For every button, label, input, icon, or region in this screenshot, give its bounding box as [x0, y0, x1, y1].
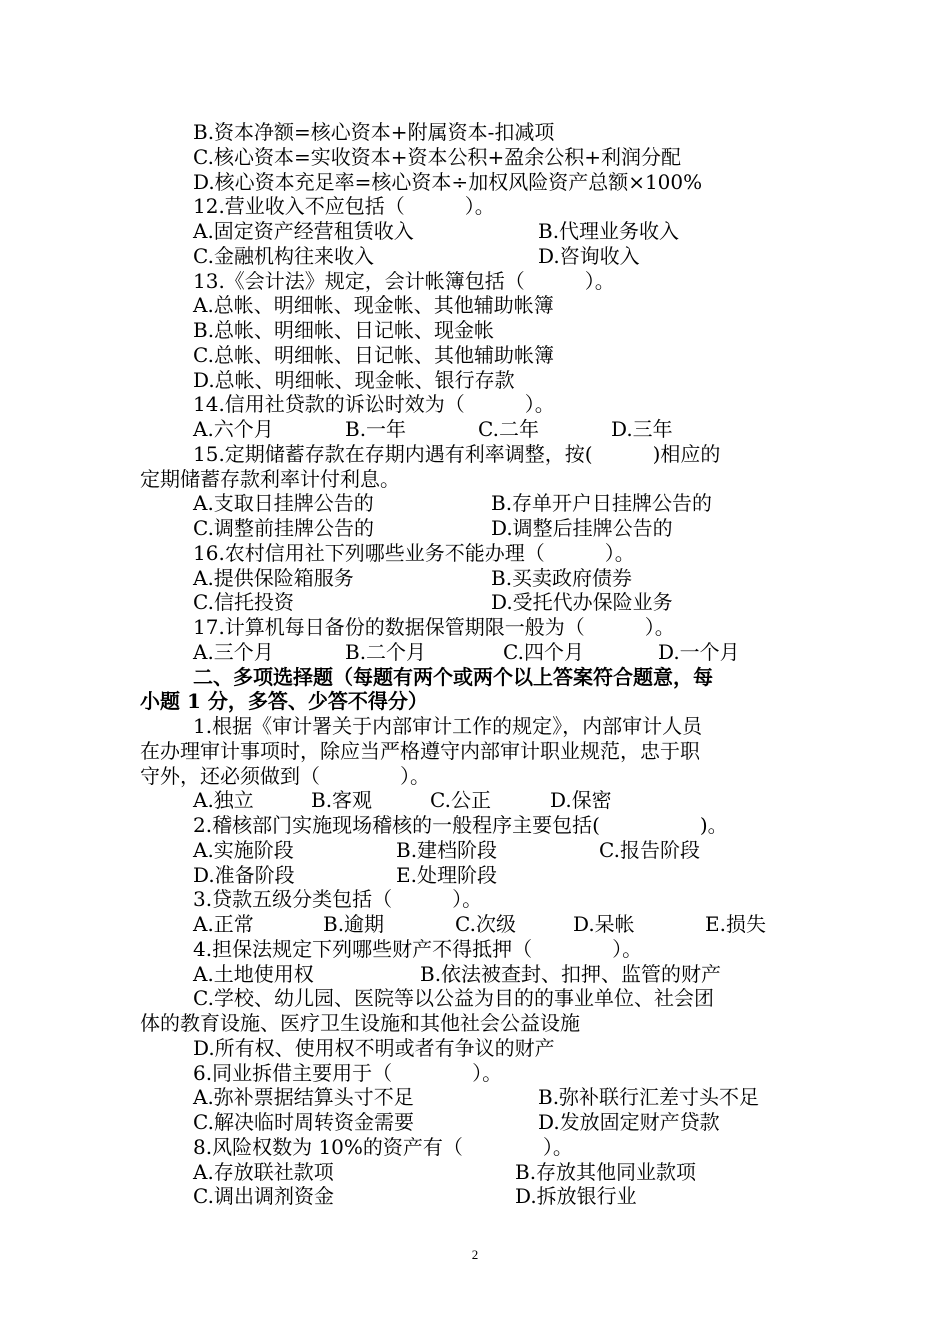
page-number: 2	[471, 1247, 479, 1262]
answer-option: B.客观	[311, 788, 373, 813]
answer-option: D.咨询收入	[538, 243, 640, 268]
text-line	[140, 714, 810, 739]
answer-option: B.逾期	[323, 912, 385, 936]
text-line	[140, 838, 810, 863]
text-line	[140, 962, 810, 987]
text-line	[140, 516, 810, 541]
text-line	[140, 1110, 810, 1135]
text-line	[140, 467, 810, 492]
answer-option: D.一个月	[658, 639, 740, 664]
line-text: 4.担保法规定下列哪些财产不得抵押（ ）。	[193, 936, 643, 961]
text-line	[140, 986, 810, 1011]
line-text: 14.信用社贷款的诉讼时效为（ ）。	[193, 392, 555, 417]
line-text: 15.定期储蓄存款在存期内遇有利率调整，按( )相应的	[193, 441, 721, 466]
text-line	[140, 764, 810, 789]
text-line	[140, 689, 810, 714]
line-text: 17.计算机每日备份的数据保管期限一般为（ ）。	[193, 615, 675, 639]
answer-option: C.调出调剂资金	[193, 1184, 334, 1209]
answer-option: B.存单开户日挂牌公告的	[491, 491, 713, 516]
text-line	[140, 343, 810, 368]
text-line	[140, 1036, 810, 1061]
line-text: A.总帐、明细帐、现金帐、其他辅助帐簿	[193, 293, 554, 318]
text-line	[140, 912, 810, 937]
answer-option: D.三年	[611, 417, 673, 441]
answer-option: C.二年	[478, 417, 539, 441]
text-line	[140, 1184, 810, 1209]
answer-option: B.一年	[345, 417, 407, 441]
text-line	[140, 1061, 810, 1086]
answer-option: B.建档阶段	[396, 837, 498, 862]
line-text: 3.贷款五级分类包括（ ）。	[193, 887, 483, 912]
answer-option: C.次级	[455, 912, 516, 936]
text-line	[140, 491, 810, 516]
text-line	[140, 1160, 810, 1185]
answer-option: A.土地使用权	[193, 961, 314, 986]
text-line	[140, 244, 810, 269]
answer-option: A.六个月	[193, 417, 274, 441]
line-text: 二、多项选择题（每题有两个或两个以上答案符合题意，每	[193, 664, 713, 689]
line-text: 守外，还必须做到（ ）。	[140, 763, 430, 788]
answer-option: A.独立	[193, 788, 254, 813]
answer-option: E.损失	[705, 912, 766, 936]
text-line	[140, 863, 810, 888]
text-line	[140, 368, 810, 393]
answer-option: C.金融机构往来收入	[193, 243, 374, 268]
line-text: 在办理审计事项时，除应当严格遵守内部审计职业规范，忠于职	[140, 738, 700, 763]
line-text: 体的教育设施、医疗卫生设施和其他社会公益设施	[140, 1011, 580, 1035]
line-text: 6.同业拆借主要用于（ ）。	[193, 1060, 503, 1085]
text-line	[140, 170, 810, 195]
text-line	[140, 392, 810, 417]
line-text: C.学校、幼儿园、医院等以公益为目的的事业单位、社会团	[193, 986, 714, 1011]
answer-option: C.信托投资	[193, 590, 294, 615]
text-line	[140, 219, 810, 244]
answer-option: D.呆帐	[573, 912, 635, 936]
answer-option: D.保密	[550, 788, 612, 813]
text-line	[140, 120, 810, 145]
line-text: D.总帐、明细帐、现金帐、银行存款	[193, 367, 515, 392]
text-line	[140, 417, 810, 442]
line-text: 16.农村信用社下列哪些业务不能办理（ ）。	[193, 540, 635, 565]
text-line	[140, 442, 810, 467]
text-line	[140, 1135, 810, 1160]
answer-option: A.存放联社款项	[193, 1159, 334, 1184]
text-line	[140, 665, 810, 690]
answer-option: D.调整后挂牌公告的	[491, 516, 673, 540]
exam-content	[140, 120, 810, 1209]
text-line	[140, 145, 810, 170]
text-line	[140, 887, 810, 912]
answer-option: D.拆放银行业	[515, 1184, 637, 1209]
answer-option: A.正常	[193, 912, 254, 936]
text-line	[140, 269, 810, 294]
text-line	[140, 590, 810, 615]
text-line	[140, 739, 810, 764]
answer-option: E.处理阶段	[396, 862, 497, 887]
line-text: 小题 1 分，多答、少答不得分）	[140, 689, 428, 714]
answer-option: A.提供保险箱服务	[193, 565, 354, 590]
answer-option: A.实施阶段	[193, 837, 294, 862]
answer-option: A.支取日挂牌公告的	[193, 491, 374, 516]
text-line	[140, 640, 810, 665]
answer-option: C.报告阶段	[599, 837, 700, 862]
line-text: 定期储蓄存款利率计付利息。	[140, 466, 400, 491]
line-text: 1.根据《审计署关于内部审计工作的规定》，内部审计人员	[193, 714, 703, 738]
answer-option: B.存放其他同业款项	[515, 1159, 697, 1184]
answer-option: A.固定资产经营租赁收入	[193, 219, 414, 243]
text-line	[140, 194, 810, 219]
line-text: D.所有权、使用权不明或者有争议的财产	[193, 1035, 555, 1060]
answer-option: B.代理业务收入	[538, 219, 680, 243]
answer-option: C.四个月	[503, 639, 584, 664]
line-text: C.总帐、明细帐、日记帐、其他辅助帐簿	[193, 342, 554, 367]
text-line	[140, 293, 810, 318]
line-text: 2.稽核部门实施现场稽核的一般程序主要包括( )。	[193, 813, 728, 837]
text-line	[140, 1085, 810, 1110]
answer-option: B.依法被查封、扣押、监管的财产	[420, 961, 722, 986]
text-line	[140, 541, 810, 566]
answer-option: B.二个月	[345, 639, 427, 664]
line-text: 12.营业收入不应包括（ ）。	[193, 194, 495, 219]
answer-option: C.公正	[430, 788, 491, 813]
line-text: B.总帐、明细帐、日记帐、现金帐	[193, 318, 495, 342]
answer-option: A.弥补票据结算头寸不足	[193, 1085, 414, 1110]
text-line	[140, 566, 810, 591]
answer-option: D.准备阶段	[193, 862, 295, 887]
line-text: 13.《会计法》规定，会计帐簿包括（ ）。	[193, 268, 615, 293]
answer-option: A.三个月	[193, 639, 274, 664]
text-line	[140, 788, 810, 813]
answer-option: B.买卖政府债券	[491, 565, 633, 590]
text-line	[140, 813, 810, 838]
answer-option: C.调整前挂牌公告的	[193, 516, 374, 540]
answer-option: D.发放固定财产贷款	[538, 1110, 720, 1134]
text-line	[140, 937, 810, 962]
text-line	[140, 1011, 810, 1036]
line-text: 8.风险权数为 10%的资产有（ ）。	[193, 1134, 573, 1159]
line-text: C.核心资本=实收资本+资本公积+盈余公积+利润分配	[193, 144, 681, 169]
line-text: D.核心资本充足率=核心资本÷加权风险资产总额×100%	[193, 169, 703, 194]
line-text: B.资本净额=核心资本+附属资本-扣减项	[193, 120, 555, 144]
text-line	[140, 615, 810, 640]
text-line	[140, 318, 810, 343]
answer-option: D.受托代办保险业务	[491, 590, 673, 615]
answer-option: C.解决临时周转资金需要	[193, 1110, 414, 1134]
answer-option: B.弥补联行汇差寸头不足	[538, 1085, 760, 1110]
